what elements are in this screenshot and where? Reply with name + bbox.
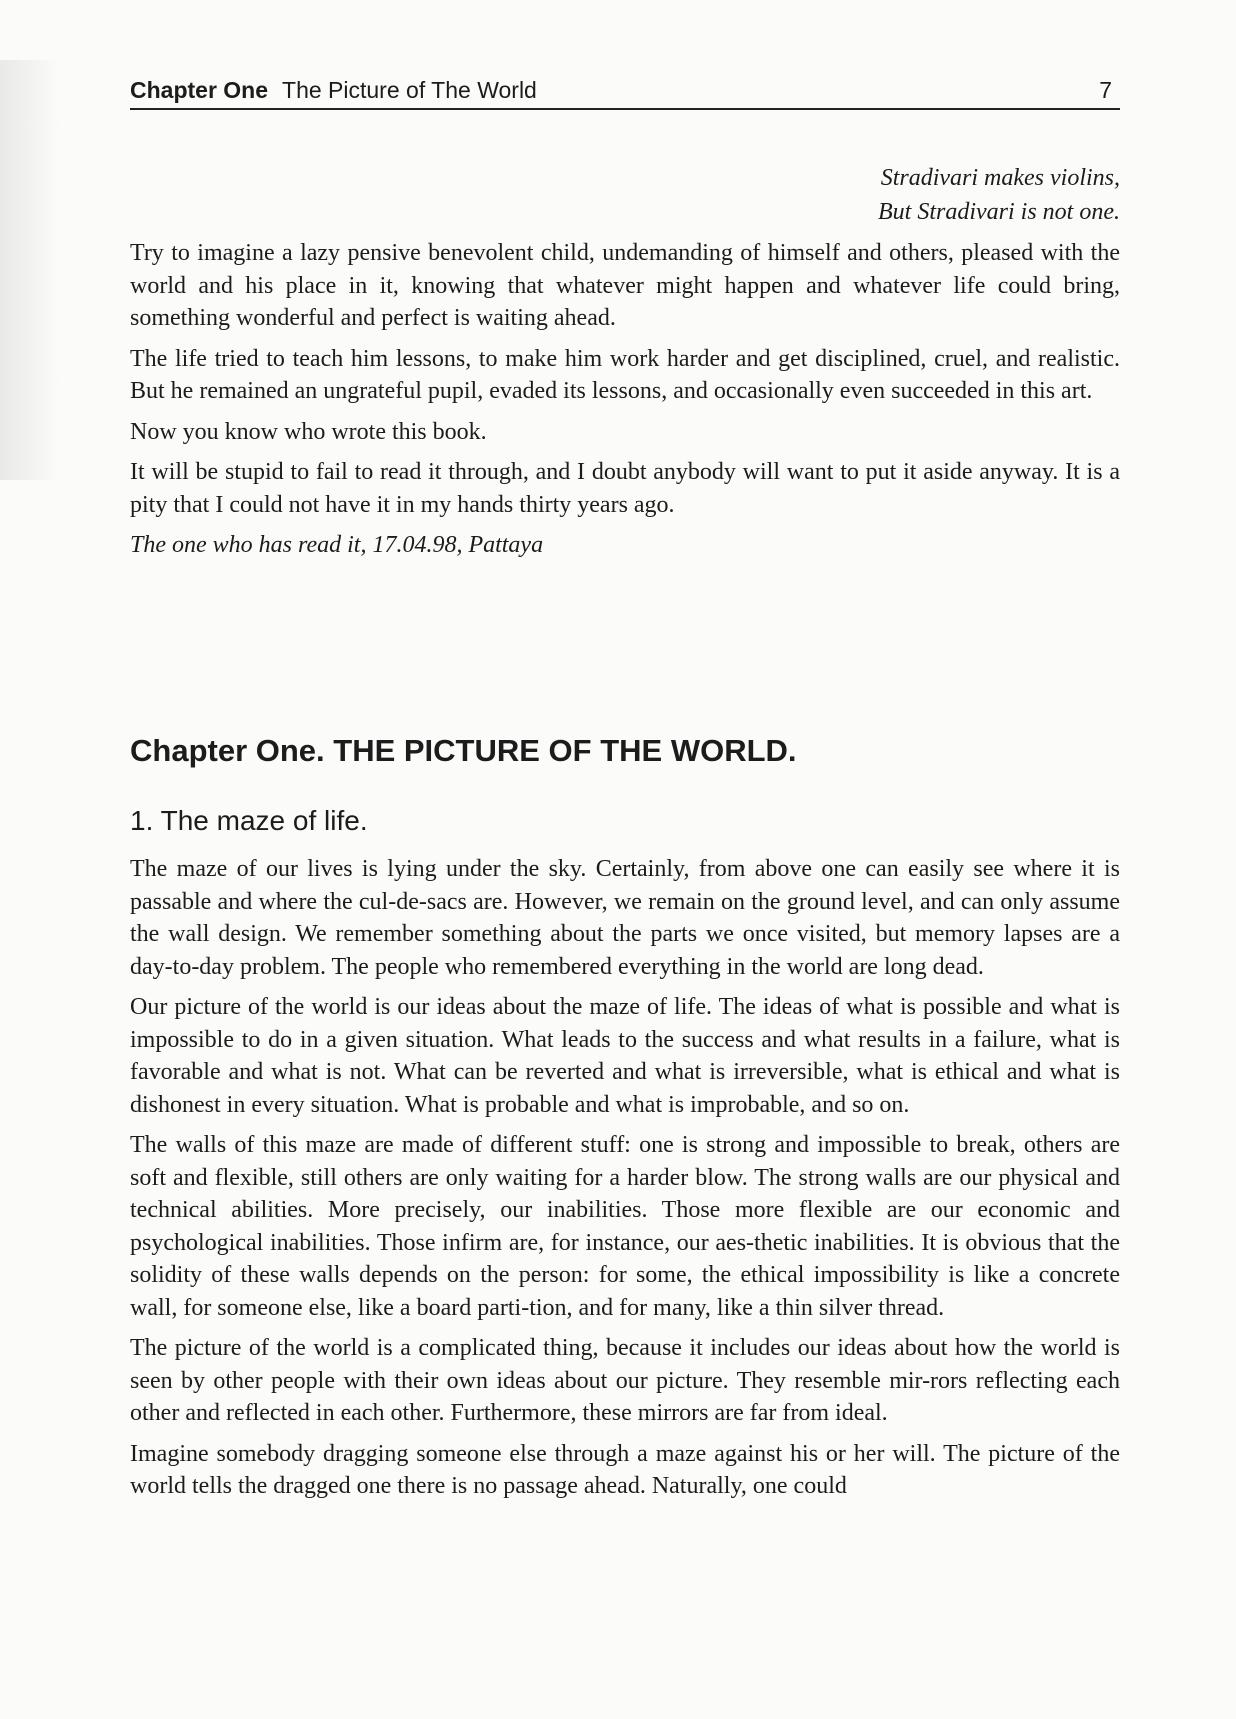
- header-chapter-label: Chapter One: [130, 77, 269, 103]
- paragraph: The maze of our lives is lying under the sky. Certainly, from above one can easily see where it is passable and where the cul-de-sacs are. However, we remain on the ground level, and can only assume the wall design. We remember something about the parts we once visited, but memory lapses are a day-to-day problem. The people who remembered everything in the world are long dead.: [130, 856, 1120, 980]
- paragraph: Our picture of the world is our ideas about the maze of life. The ideas of what is possible and what is impossible to do in a given situation. What leads to the success and what results in a failure, what is favorable and what is not. What can be reverted and what is irreversible, what is ethical and what is dishonest in every situation. What is probable and what is improbable, and so on.: [130, 994, 1120, 1118]
- signature: The one who has read it, 17.04.98, Pattaya: [130, 532, 544, 558]
- chapter-title: Chapter One. THE PICTURE OF THE WORLD.: [130, 733, 797, 768]
- section-text: [130, 853, 1120, 1511]
- epigraph-line: Stradivari makes violins,: [880, 165, 1120, 191]
- scan-shadow: [0, 60, 60, 480]
- paragraph: It will be stupid to fail to read it through, and I doubt anybody will want to put it aside anyway. It is a pity that I could not have it in my hands thirty years ago.: [130, 459, 1120, 518]
- running-header: [130, 74, 1120, 110]
- section-title: 1. The maze of life.: [130, 805, 368, 836]
- epigraph-line: But Stradivari is not one.: [878, 199, 1120, 225]
- intro-text: [130, 237, 1120, 570]
- paragraph: Try to imagine a lazy pensive benevolent child, undemanding of himself and others, pleased with the world and his place in it, knowing that whatever might happen and whatever life could bring, something wonderful and perfect is waiting ahead.: [130, 240, 1120, 331]
- header-chapter-title: The Picture of The World: [282, 77, 537, 103]
- paragraph: Now you know who wrote this book.: [130, 418, 487, 445]
- paragraph: The life tried to teach him lessons, to make him work harder and get disciplined, cruel, and realistic. But he remained an ungrateful pupil, evaded its lessons, and occasionally even succeeded in this art.: [130, 345, 1120, 404]
- paragraph: The walls of this maze are made of different stuff: one is strong and impossible to break, others are soft and flexible, still others are only waiting for a harder blow. The strong walls are our physical and technical abilities. More precisely, our inabilities. Those more flexible are our economic and psychological inabilities. Those infirm are, for instance, our aes-thetic inabilities. It is obvious that the solidity of these walls depends on the person: for some, the ethical impossibility is like a concrete wall, for someone else, like a board parti-tion, and for many, like a thin silver thread.: [130, 1132, 1120, 1321]
- epigraph: [130, 161, 1120, 229]
- paragraph: The picture of the world is a complicated thing, because it includes our ideas about how the world is seen by other people with their own ideas about our picture. They resemble mir-rors reflecting each other and reflected in each other. Furthermore, these mirrors are far from ideal.: [130, 1335, 1120, 1426]
- paragraph: Imagine somebody dragging someone else through a maze against his or her will. The picture of the world tells the dragged one there is no passage ahead. Naturally, one could: [130, 1440, 1120, 1499]
- page-number: 7: [1099, 77, 1112, 103]
